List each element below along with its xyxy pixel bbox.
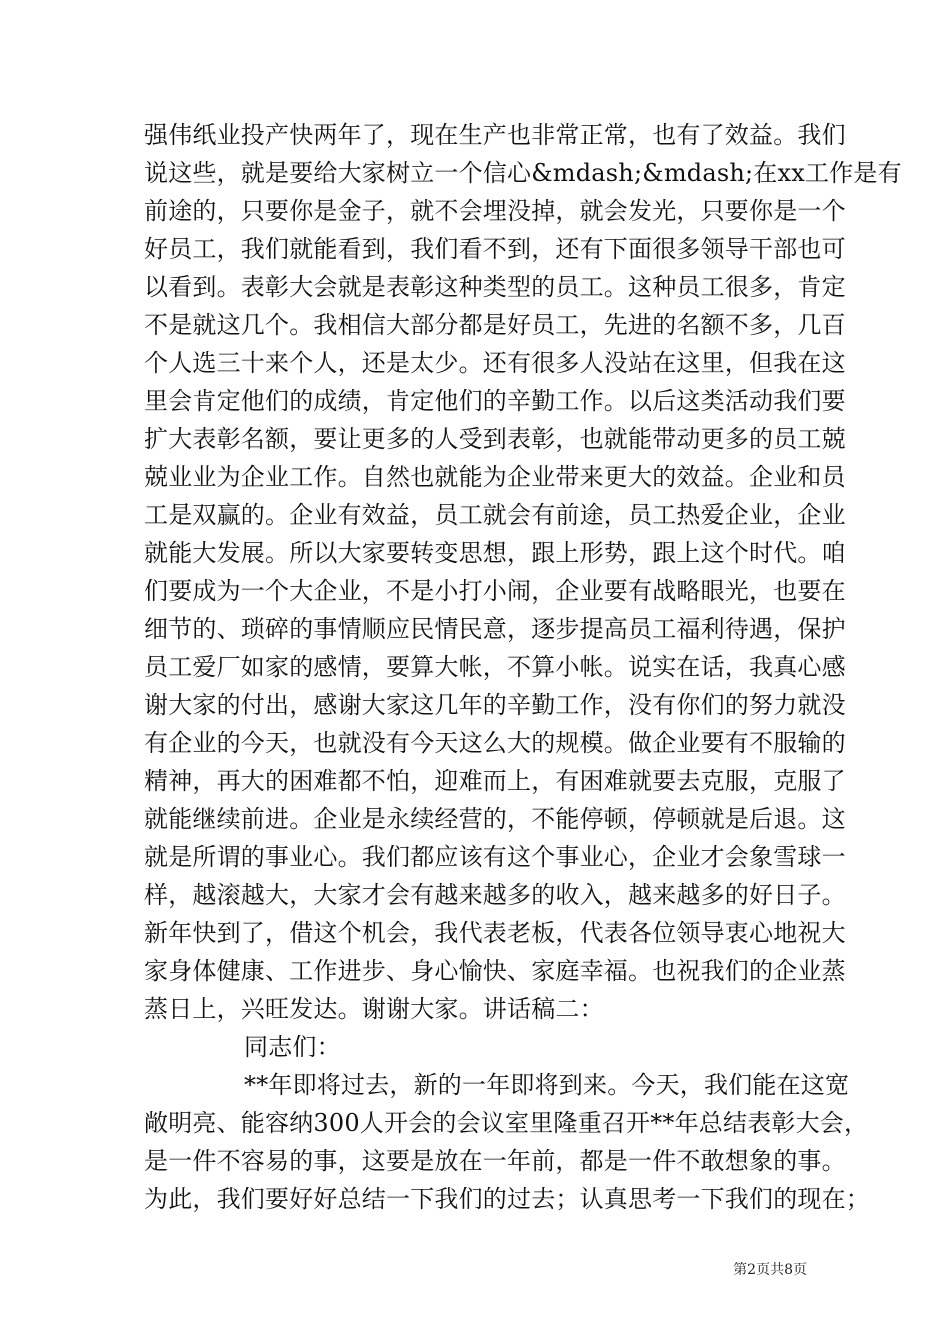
text-line: 样，越滚越大，大家才会有越来越多的收入，越来越多的好日子。 [144,881,846,909]
text-line: 说这些，就是要给大家树立一个信心&mdash;&mdash;在xx工作是有 [144,159,902,187]
paragraph-first-line: **年即将过去，新的一年即将到来。今天，我们能在这宽 [244,1071,850,1099]
text-line: 强伟纸业投产快两年了，现在生产也非常正常，也有了效益。我们 [144,121,846,149]
text-line: 好员工，我们就能看到，我们看不到，还有下面很多领导干部也可 [144,235,846,263]
text-line: 就是所谓的事业心。我们都应该有这个事业心，企业才会象雪球一 [144,843,846,871]
text-line: 为此，我们要好好总结一下我们的过去；认真思考一下我们的现在； [144,1185,870,1213]
text-line: 就能继续前进。企业是永续经营的，不能停顿，停顿就是后退。这 [144,805,846,833]
text-line: 是一件不容易的事，这要是放在一年前，都是一件不敢想象的事。 [144,1147,846,1175]
text-line: 敞明亮、能容纳300人开会的会议室里隆重召开**年总结表彰大会， [144,1109,869,1137]
text-line: 精神，再大的困难都不怕，迎难而上，有困难就要去克服，克服了 [144,767,846,795]
greeting-line: 同志们： [244,1033,341,1061]
body-text [144,116,902,1218]
text-line: 们要成为一个大企业，不是小打小闹，企业要有战略眼光，也要在 [144,577,846,605]
text-line: 员工爱厂如家的感情，要算大帐，不算小帐。说实在话，我真心感 [144,653,846,681]
text-line: 个人选三十来个人，还是太少。还有很多人没站在这里，但我在这 [144,349,846,377]
text-line: 里会肯定他们的成绩，肯定他们的辛勤工作。以后这类活动我们要 [144,387,846,415]
text-line: 不是就这几个。我相信大部分都是好员工，先进的名额不多，几百 [144,311,846,339]
text-line: 工是双赢的。企业有效益，员工就会有前途，员工热爱企业，企业 [144,501,846,529]
text-line: 有企业的今天，也就没有今天这么大的规模。做企业要有不服输的 [144,729,846,757]
page-number: 第2页共8页 [733,1262,807,1278]
text-line: 新年快到了，借这个机会，我代表老板，代表各位领导衷心地祝大 [144,919,846,947]
text-line: 蒸日上，兴旺发达。谢谢大家。讲话稿二： [144,995,604,1023]
text-line: 前途的，只要你是金子，就不会埋没掉，就会发光，只要你是一个 [144,197,846,225]
text-line: 家身体健康、工作进步、身心愉快、家庭幸福。也祝我们的企业蒸 [144,957,846,985]
text-line: 细节的、琐碎的事情顺应民情民意，逐步提高员工福利待遇，保护 [144,615,846,643]
text-line: 兢业业为企业工作。自然也就能为企业带来更大的效益。企业和员 [144,463,846,491]
text-line: 就能大发展。所以大家要转变思想，跟上形势，跟上这个时代。咱 [144,539,846,567]
text-line: 以看到。表彰大会就是表彰这种类型的员工。这种员工很多，肯定 [144,273,846,301]
text-line: 扩大表彰名额，要让更多的人受到表彰，也就能带动更多的员工兢 [144,425,846,453]
text-line: 谢大家的付出，感谢大家这几年的辛勤工作，没有你们的努力就没 [144,691,846,719]
